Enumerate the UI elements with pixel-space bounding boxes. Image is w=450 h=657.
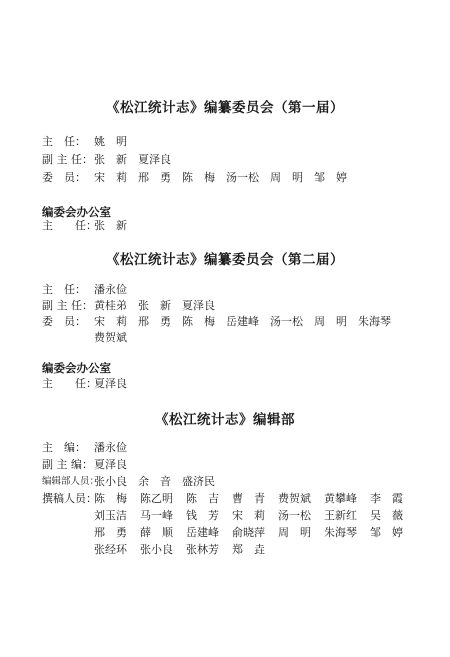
members-names: 宋 莉 邢 勇 陈 梅 汤一松 周 明 邹 婷 xyxy=(94,171,347,184)
writer-name: 宋 莉 xyxy=(232,509,265,522)
deputy-director-names: 黄桂弟 张 新 夏泽良 xyxy=(94,299,215,312)
writer-name: 汤一松 xyxy=(278,509,311,522)
writer-name: 邹 婷 xyxy=(370,526,403,539)
chief-editor-label: 主 编： xyxy=(42,441,86,454)
office-director-label: 主 任： xyxy=(42,219,97,232)
director-name: 姚 明 xyxy=(94,135,127,148)
writer-name: 周 明 xyxy=(278,526,311,539)
writer-name: 张小良 xyxy=(140,543,173,556)
office-director-name: 张 新 xyxy=(94,219,127,232)
members-label: 委 员： xyxy=(42,315,86,328)
writer-name: 薛 顺 xyxy=(140,526,173,539)
deputy-director-label: 副 主 任： xyxy=(42,299,93,312)
deputy-chief-editor-label: 副 主 编： xyxy=(42,458,93,471)
writer-name: 李 霞 xyxy=(370,492,403,505)
editorial-staff-names: 张小良 余 音 盛济民 xyxy=(94,475,215,488)
writers-label: 撰稿人员： xyxy=(42,492,97,505)
writer-name: 郑 垚 xyxy=(232,543,265,556)
deputy-chief-editor-name: 夏泽良 xyxy=(94,458,127,471)
office-director-label: 主 任： xyxy=(42,377,97,390)
committee-first-term-title: 《松江统计志》编纂委员会（第一届） xyxy=(106,100,344,116)
members-names-line-2: 费贺斌 xyxy=(94,331,127,344)
writer-name: 刘玉洁 xyxy=(94,509,127,522)
writer-name: 黄攀峰 xyxy=(324,492,357,505)
members-label: 委 员： xyxy=(42,171,86,184)
director-label: 主 任： xyxy=(42,283,86,296)
writer-name: 邢 勇 xyxy=(94,526,127,539)
writer-name: 张经环 xyxy=(94,543,127,556)
office-director-name: 夏泽良 xyxy=(94,377,127,390)
deputy-director-names: 张 新 夏泽良 xyxy=(94,153,171,166)
writer-name: 张林芳 xyxy=(186,543,219,556)
writer-name: 钱 芳 xyxy=(186,509,219,522)
editorial-office-title-1: 编委会办公室 xyxy=(42,205,111,219)
writer-name: 费贺斌 xyxy=(278,492,311,505)
writer-name: 朱海琴 xyxy=(324,526,357,539)
writer-name: 岳建峰 xyxy=(186,526,219,539)
writer-name: 俞晓萍 xyxy=(232,526,265,539)
writer-name: 陈 梅 xyxy=(94,492,127,505)
editorial-staff-label: 编辑部人员： xyxy=(42,476,100,487)
writer-name: 陈乙明 xyxy=(140,492,173,505)
members-names-line-1: 宋 莉 邢 勇 陈 梅 岳建峰 汤一松 周 明 朱海琴 xyxy=(94,315,391,328)
deputy-director-label: 副 主 任： xyxy=(42,153,93,166)
director-name: 潘永俭 xyxy=(94,283,127,296)
director-label: 主 任： xyxy=(42,135,86,148)
writer-name: 王新红 xyxy=(324,509,357,522)
writer-name: 陈 吉 xyxy=(186,492,219,505)
writer-name: 吴 薇 xyxy=(370,509,403,522)
editorial-office-title-2: 编委会办公室 xyxy=(42,361,111,375)
committee-second-term-title: 《松江统计志》编纂委员会（第二届） xyxy=(106,252,344,268)
writer-name: 曹 青 xyxy=(232,492,265,505)
writer-name: 马一峰 xyxy=(140,509,173,522)
chief-editor-name: 潘永俭 xyxy=(94,441,127,454)
editorial-department-title: 《松江统计志》编辑部 xyxy=(155,412,295,428)
